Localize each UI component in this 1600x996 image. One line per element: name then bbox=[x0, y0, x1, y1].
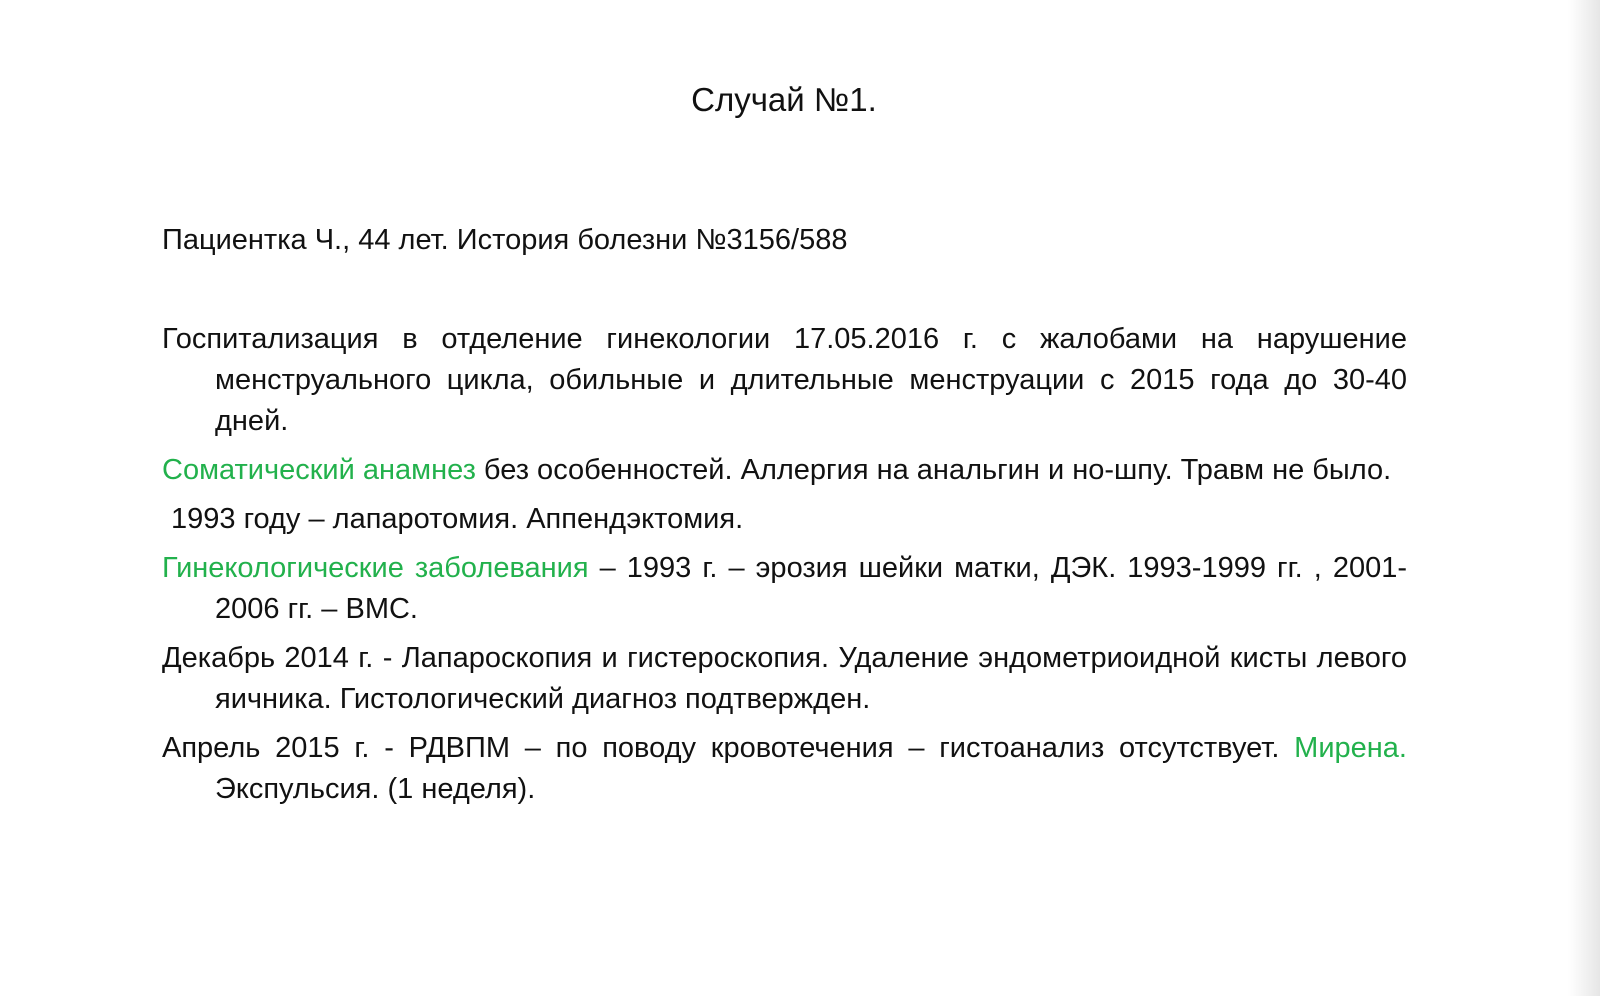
somatic-anamnesis-label: Соматический анамнез bbox=[162, 454, 476, 486]
december-2014-paragraph: Декабрь 2014 г. - Лапароскопия и гистероскопия. Удаление эндометриоидной кисты левого яичника. Гистологический диагноз подтвержден. bbox=[162, 642, 1407, 715]
gynecologic-diseases-label: Гинекологические заболевания bbox=[162, 552, 589, 584]
april-2015-tail: Экспульсия. (1 неделя). bbox=[215, 773, 536, 805]
mirena-label: Мирена. bbox=[1294, 732, 1407, 764]
april-2015-paragraph bbox=[162, 728, 1407, 810]
case-title: Случай №1. bbox=[691, 81, 877, 118]
somatic-anamnesis-text: без особенностей. Аллергия на анальгин и но-шпу. Травм не было. bbox=[475, 454, 1392, 486]
somatic-paragraph bbox=[162, 450, 1407, 491]
window-edge-shadow bbox=[1568, 0, 1600, 996]
surgery-1993-paragraph: 1993 году – лапаротомия. Аппендэктомия. bbox=[171, 503, 744, 535]
hospitalization-paragraph: Госпитализация в отделение гинекологии 17.05.2016 г. с жалобами на нарушение менструального цикла, обильные и длительные менструации с 2015 года до 30-40 дней. bbox=[162, 323, 1407, 437]
april-2015-text: Апрель 2015 г. - РДВПМ – по поводу кровотечения – гистоанализ отсутствует. bbox=[162, 732, 1295, 764]
gynecologic-diseases-text: – 1993 г. – эрозия шейки матки, ДЭК. 1993-1999 гг. , 2001- 2006 гг. – ВМС. bbox=[215, 552, 1407, 625]
patient-line: Пациентка Ч., 44 лет. История болезни №3156/588 bbox=[162, 224, 848, 256]
gynecologic-paragraph bbox=[162, 548, 1407, 630]
case-body bbox=[162, 220, 1407, 818]
